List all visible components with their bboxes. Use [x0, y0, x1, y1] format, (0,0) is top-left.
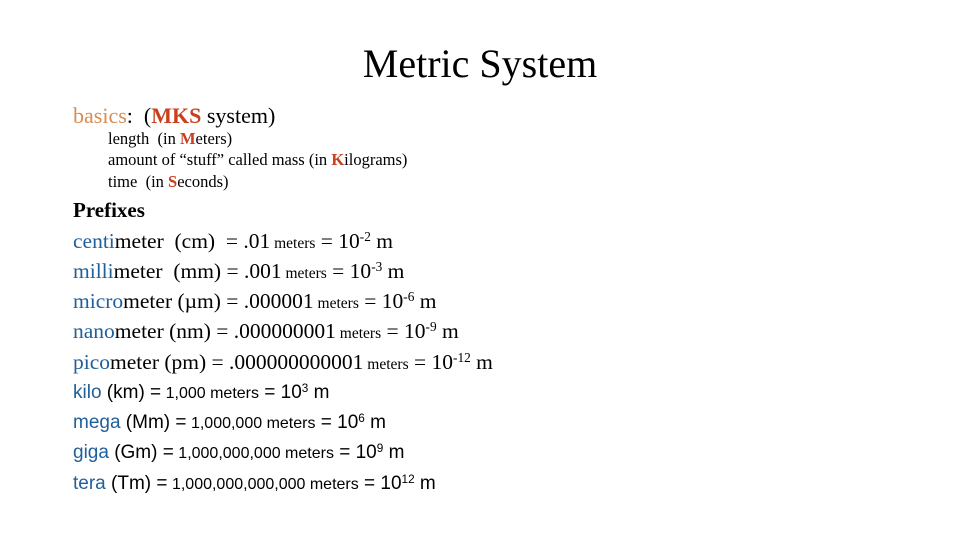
row-text: meter (pm) = .000000000001 — [110, 350, 364, 374]
unit-key: K — [331, 150, 345, 169]
meters-value: meters — [270, 235, 316, 252]
prefix-row-milli — [73, 258, 405, 283]
exponent: 9 — [376, 441, 384, 455]
row-text: (Gm) = — [108, 442, 174, 463]
unit-m: m — [370, 229, 394, 253]
prefix-name: centi — [73, 229, 115, 253]
prefix-name: giga — [73, 442, 109, 463]
prefixes-heading: Prefixes — [73, 198, 145, 222]
exponent: 3 — [301, 381, 309, 395]
prefix-row-micro — [73, 288, 437, 313]
prefix-name: kilo — [73, 382, 102, 403]
exponent: -2 — [359, 228, 371, 244]
unit-time — [108, 174, 229, 191]
prefix-name: pico — [73, 350, 111, 374]
unit-m: m — [383, 442, 405, 463]
equals-power: = 10 — [358, 473, 402, 494]
prefix-name: nano — [73, 319, 115, 343]
exponent: -12 — [453, 349, 471, 365]
system-label: system) — [201, 103, 276, 128]
meters-value: meters — [281, 265, 327, 282]
equals-power: = 10 — [333, 442, 377, 463]
meters-value: meters — [313, 295, 359, 312]
unit-text: length (in — [108, 129, 180, 148]
slide-title: Metric System — [362, 41, 598, 86]
equals-power: = 10 — [315, 229, 360, 253]
prefix-row-tera — [73, 474, 436, 493]
unit-mass — [108, 152, 407, 169]
paren: ( — [132, 103, 152, 128]
prefix-name: micro — [73, 289, 124, 313]
unit-length — [108, 131, 232, 148]
unit-m: m — [364, 412, 386, 433]
row-text: (km) = — [101, 382, 162, 403]
prefix-row-centi — [73, 228, 394, 253]
prefix-row-nano — [73, 318, 459, 343]
equals-power: = 10 — [381, 319, 426, 343]
unit-m: m — [414, 289, 437, 313]
exponent: -9 — [425, 318, 437, 334]
meters-value: meters — [335, 325, 382, 342]
row-text: meter (nm) = .000000001 — [114, 319, 336, 343]
mks-label: MKS — [151, 103, 202, 128]
exponent: -3 — [371, 258, 383, 274]
prefix-name: tera — [73, 473, 106, 494]
equals-power: = 10 — [408, 350, 453, 374]
meters-value: 1,000,000 meters — [186, 415, 316, 432]
unit-key: M — [179, 129, 196, 148]
equals-power: = 10 — [315, 412, 359, 433]
exponent: 6 — [358, 411, 365, 425]
prefix-row-pico — [73, 349, 493, 374]
unit-m: m — [470, 350, 493, 374]
equals-power: = 10 — [358, 289, 404, 313]
unit-text: amount of “stuff” called mass (in — [108, 150, 332, 169]
unit-text: eters) — [195, 129, 233, 148]
equals-power: = 10 — [326, 259, 372, 283]
meters-value: 1,000,000,000 meters — [173, 445, 334, 462]
unit-m: m — [436, 319, 459, 343]
meters-value: 1,000 meters — [161, 385, 259, 402]
prefix-row-kilo — [73, 383, 329, 402]
prefix-row-mega — [73, 413, 386, 432]
unit-text: ilograms) — [344, 150, 408, 169]
meters-value: 1,000,000,000,000 meters — [167, 476, 359, 493]
exponent: 12 — [401, 472, 415, 486]
basics-line — [73, 105, 275, 127]
row-text: meter (µm) = .000001 — [123, 289, 314, 313]
prefix-name: mega — [73, 412, 121, 433]
basics-label: basics — [73, 103, 127, 128]
row-text: meter (mm) = .001 — [113, 259, 282, 283]
unit-m: m — [382, 259, 405, 283]
unit-text: econds) — [177, 172, 229, 191]
unit-key: S — [168, 172, 178, 191]
unit-m: m — [414, 473, 436, 494]
prefix-row-giga — [73, 443, 404, 462]
unit-text: time (in — [108, 172, 169, 191]
exponent: -6 — [403, 288, 415, 304]
prefix-name: milli — [73, 259, 114, 283]
row-text: meter (cm) = .01 — [114, 229, 271, 253]
unit-m: m — [308, 382, 330, 403]
colon: : — [126, 103, 133, 128]
row-text: (Tm) = — [105, 473, 168, 494]
row-text: (Mm) = — [120, 412, 187, 433]
meters-value: meters — [363, 356, 409, 373]
equals-power: = 10 — [258, 382, 302, 403]
